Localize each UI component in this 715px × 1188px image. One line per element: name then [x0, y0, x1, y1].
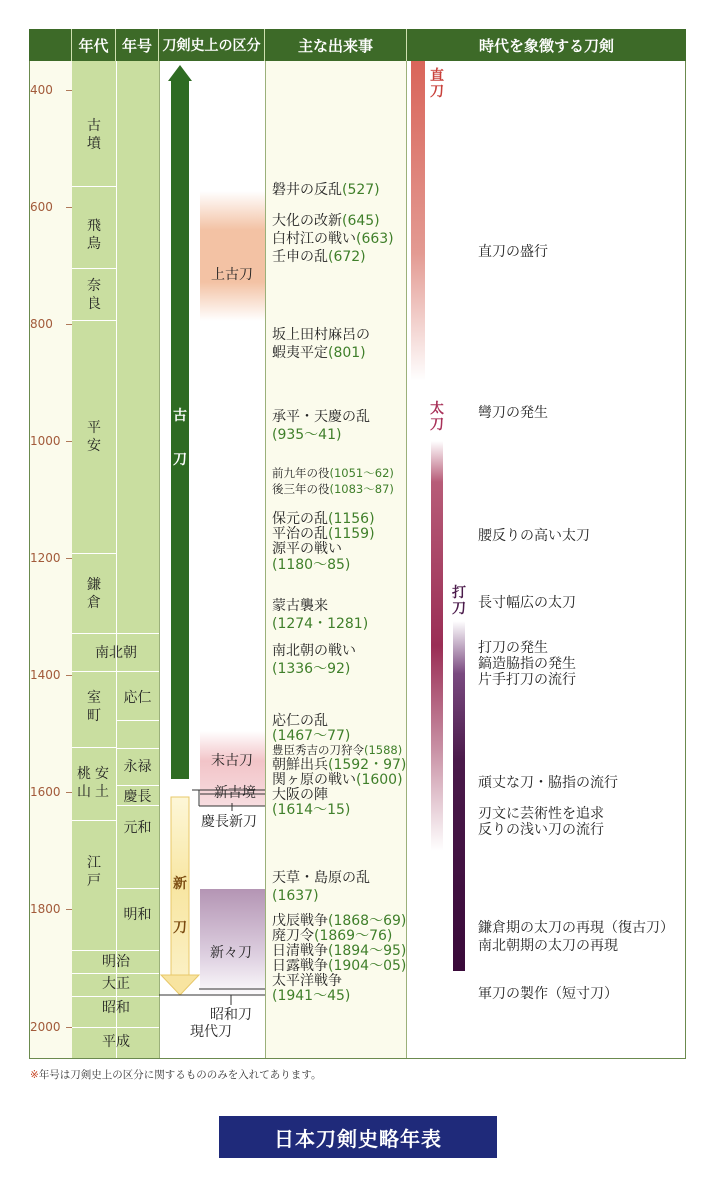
nengo-eiroku: 永禄: [123, 759, 152, 775]
header-swords: 時代を象徴する刀剣: [407, 29, 686, 61]
header-division: 刀剣史上の区分: [159, 29, 265, 61]
era-edo: 江 戸: [87, 855, 101, 889]
event-mongol-year: (1274・1281): [272, 616, 369, 632]
uchigatana-bar: [453, 621, 465, 971]
tachi-bar: [431, 441, 443, 851]
event-genpei-year: (1180～85): [272, 557, 351, 573]
nengo-boundary: [116, 785, 159, 786]
era-boundary: [72, 1027, 159, 1028]
year-tick: [66, 909, 72, 910]
event-nichiro: 日露戦争(1904～05): [272, 958, 407, 974]
division-shinshinto: 新々刀: [210, 945, 252, 961]
year-tick: [66, 90, 72, 91]
event-hakusonko: 白村江の戦い(663): [272, 231, 394, 247]
event-chosen: 朝鮮出兵(1592・97): [272, 757, 407, 773]
koto-arrow-head: [168, 65, 192, 81]
event-sekigahara: 関ヶ原の戦い(1600): [272, 772, 403, 788]
event-osaka-year: (1614～15): [272, 802, 351, 818]
division-shinto-label: 新 刀: [173, 876, 187, 936]
year-tick-label: 1400: [30, 668, 61, 682]
sword-note: 長寸幅広の太刀: [478, 595, 576, 611]
sword-note: 反りの浅い刀の流行: [478, 822, 604, 838]
event-gosannen: 後三年の役(1083～87): [272, 482, 394, 496]
nengo-meiwa: 明和: [123, 907, 152, 923]
header-nengo: 年号: [116, 29, 159, 61]
era-boundary: [72, 268, 116, 269]
event-nanbokucho-year: (1336～92): [272, 661, 351, 677]
era-muromachi: 室 町: [87, 690, 101, 724]
era-heisei: 平成: [102, 1034, 130, 1050]
era-boundary: [72, 186, 116, 187]
event-shimabara-year: (1637): [272, 888, 319, 904]
event-johei-year: (935～41): [272, 427, 342, 443]
era-nanbokucho: 南北朝: [95, 645, 137, 661]
year-tick-label: 1000: [30, 434, 61, 448]
sword-tachi-label: 太 刀: [430, 401, 444, 433]
sword-chokuto-label: 直 刀: [430, 68, 444, 100]
era-taisho: 大正: [102, 976, 130, 992]
era-boundary: [72, 671, 159, 672]
year-tick: [66, 792, 72, 793]
chart-title: 日本刀剣史略年表: [219, 1116, 497, 1158]
era-kamakura: 鎌 倉: [87, 577, 101, 611]
nengo-boundary: [116, 748, 159, 749]
event-genpei: 源平の戦い: [272, 541, 342, 557]
event-jinshin: 壬申の乱(672): [272, 249, 366, 265]
event-osaka: 大阪の陣: [272, 787, 328, 803]
event-boshin: 戊辰戦争(1868～69): [272, 913, 407, 929]
year-tick: [66, 207, 72, 208]
year-tick-label: 1800: [30, 902, 61, 916]
era-boundary: [72, 747, 116, 748]
year-tick-label: 800: [30, 317, 53, 331]
era-boundary: [72, 553, 116, 554]
year-tick: [66, 558, 72, 559]
era-showa: 昭和: [102, 1000, 130, 1016]
sword-note: 片手打刀の流行: [478, 672, 576, 688]
era-nara: 奈 良: [87, 278, 101, 312]
era-column: [72, 61, 116, 1058]
sword-uchigatana-label: 打 刀: [452, 585, 466, 617]
header-blank: [29, 29, 72, 61]
shinto-arrow-head: [161, 975, 199, 995]
event-johei: 承平・天慶の乱: [272, 409, 370, 425]
era-boundary: [72, 973, 159, 974]
sword-note: 彎刀の発生: [478, 405, 548, 421]
era-momoyama: 桃 山: [77, 766, 91, 800]
sword-note: 刃文に芸術性を追求: [478, 806, 604, 822]
footnote: [30, 1067, 321, 1082]
division-koto-label: 古 刀: [173, 408, 187, 468]
era-kofun: 古 墳: [87, 118, 101, 152]
era-boundary: [72, 633, 159, 634]
chokuto-bar: [411, 61, 425, 381]
year-tick: [66, 324, 72, 325]
joko-band: [200, 191, 265, 321]
event-nanbokucho: 南北朝の戦い: [272, 643, 356, 659]
era-asuka: 飛 鳥: [87, 218, 101, 252]
event-shimabara: 天草・島原の乱: [272, 870, 370, 886]
division-gendai: 現代刀: [190, 1024, 232, 1040]
event-emishi: 蝦夷平定(801): [272, 345, 366, 361]
era-heian: 平 安: [87, 420, 101, 454]
event-katanagari: 豊臣秀吉の刀狩令(1588): [272, 743, 403, 757]
sword-note: 鎬造脇指の発生: [478, 656, 576, 672]
event-taika: 大化の改新(645): [272, 213, 380, 229]
era-boundary: [72, 320, 116, 321]
division-joko: 上古刀: [211, 267, 253, 283]
era-azuchi: 安 土: [95, 766, 109, 800]
nengo-boundary: [116, 888, 159, 889]
year-tick-label: 400: [30, 83, 53, 97]
sword-note: 鎌倉期の太刀の再現（復古刀）: [478, 920, 674, 936]
division-sueko: 末古刀: [211, 753, 253, 769]
event-onin-year: (1467～77): [272, 728, 351, 744]
sword-note: 南北朝期の太刀の再現: [478, 938, 618, 954]
footnote-mark: ※: [30, 1069, 39, 1081]
division-showa: 昭和刀: [210, 1007, 252, 1023]
year-tick-label: 2000: [30, 1020, 61, 1034]
footnote-text: 年号は刀剣史上の区分に関するもののみを入れてあります。: [38, 1069, 322, 1081]
nengo-genna: 元和: [123, 820, 152, 836]
sword-note: 軍刀の製作（短寸刀）: [478, 986, 618, 1002]
event-mongol: 蒙古襲来: [272, 598, 328, 614]
era-boundary: [72, 820, 116, 821]
year-tick-label: 1600: [30, 785, 61, 799]
event-onin: 応仁の乱: [272, 713, 328, 729]
division-keicho-shinto: 慶長新刀: [201, 814, 257, 830]
event-tamuramaro: 坂上田村麻呂の: [272, 327, 370, 343]
event-pacific-year: (1941～45): [272, 988, 351, 1004]
year-tick-label: 1200: [30, 551, 61, 565]
nengo-keicho: 慶長: [123, 789, 152, 805]
event-haitorei: 廃刀令(1869～76): [272, 928, 393, 944]
sword-note: 打刀の発生: [478, 640, 548, 656]
header-events: 主な出来事: [265, 29, 407, 61]
era-boundary: [72, 996, 159, 997]
year-tick-label: 600: [30, 200, 53, 214]
event-heiji: 平治の乱(1159): [272, 526, 375, 542]
event-zenkunen: 前九年の役(1051～62): [272, 466, 394, 480]
year-tick: [66, 675, 72, 676]
nengo-boundary: [116, 720, 159, 721]
event-iwai: 磐井の反乱(527): [272, 182, 380, 198]
sword-bars: [407, 61, 477, 1058]
sword-note: 頑丈な刀・脇指の流行: [478, 775, 618, 791]
sword-note: 腰反りの高い太刀: [478, 528, 590, 544]
sword-note: 直刀の盛行: [478, 244, 548, 260]
divider: [265, 61, 266, 1058]
era-boundary: [72, 950, 159, 951]
division-shinkokyo: 新古境: [214, 785, 256, 801]
header-era: 年代: [72, 29, 116, 61]
nengo-onin: 応仁: [123, 690, 152, 706]
event-pacific: 太平洋戦争: [272, 973, 342, 989]
event-hogen: 保元の乱(1156): [272, 511, 375, 527]
era-meiji: 明治: [102, 954, 130, 970]
event-nisshin: 日清戦争(1894～95): [272, 943, 407, 959]
